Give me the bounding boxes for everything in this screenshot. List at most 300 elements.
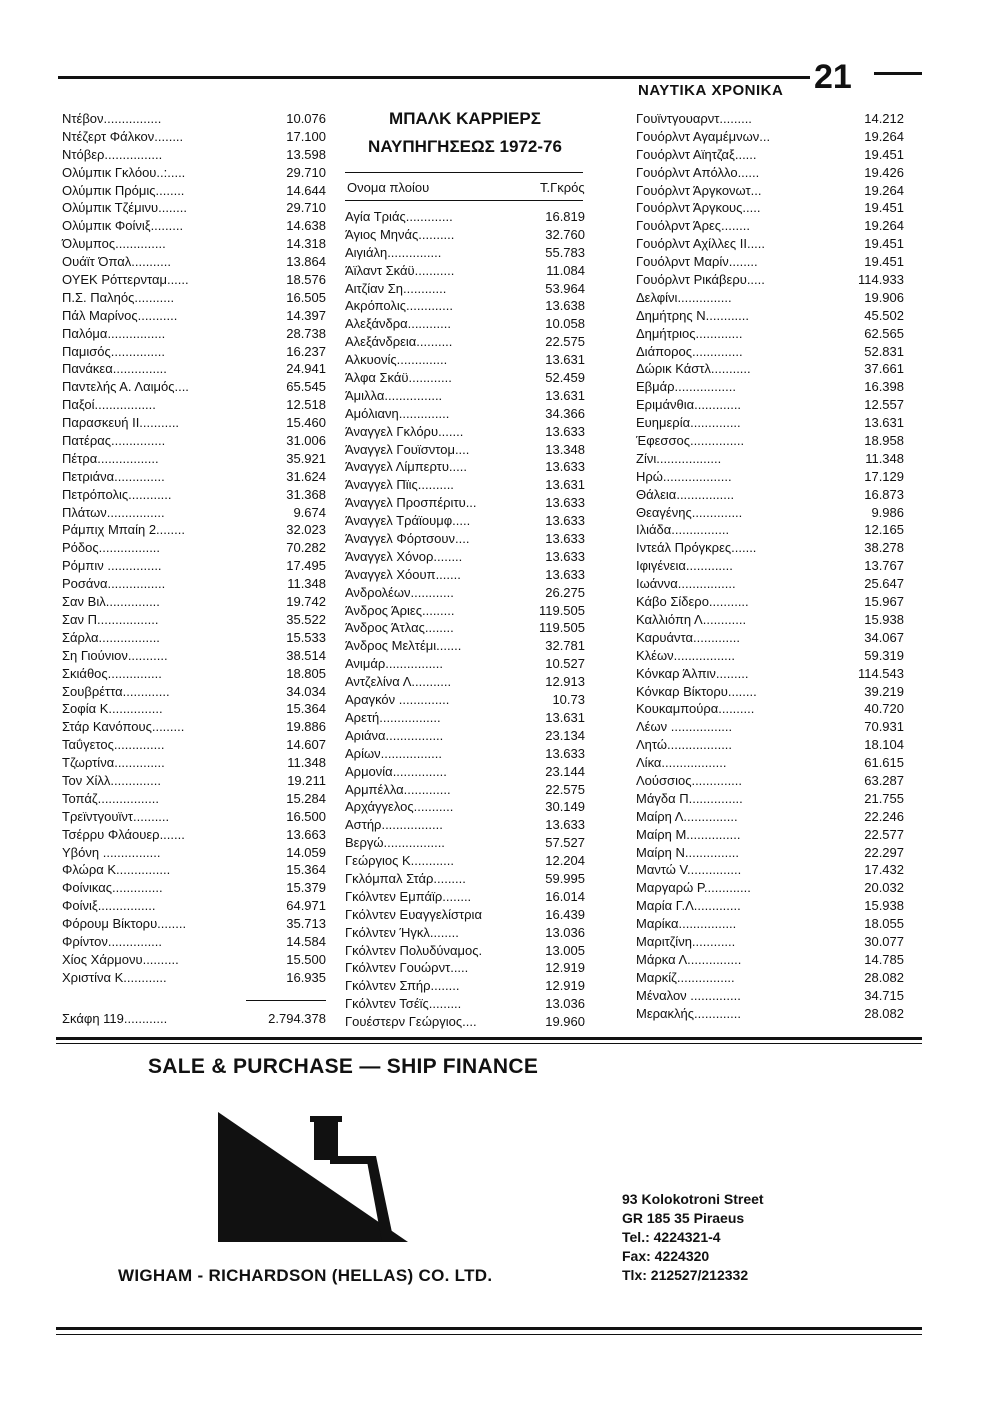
ship-name: Γουόρλντ Αγαμέμνων... bbox=[636, 128, 771, 144]
ship-name: Μαίρη Μ............... bbox=[636, 826, 741, 842]
address-line: 93 Kolokotroni Street bbox=[622, 1191, 764, 1207]
ship-name: Τρεϊντγουϊντ.......... bbox=[62, 808, 170, 824]
left-list-row bbox=[62, 557, 327, 575]
ship-name: Ουάϊτ Όπαλ........... bbox=[62, 254, 171, 270]
column-header-name: Ονομα πλοίου bbox=[347, 180, 430, 195]
ship-name: Πέτρα................. bbox=[62, 450, 159, 466]
gross-tonnage: 13.633 bbox=[545, 817, 585, 833]
ship-name: Σαν Π................. bbox=[62, 611, 159, 627]
gross-tonnage: 30.149 bbox=[545, 799, 585, 815]
ship-name: Ζίνι.................. bbox=[636, 450, 722, 466]
left-list-row bbox=[62, 271, 327, 289]
gross-tonnage: 61.615 bbox=[864, 755, 904, 771]
right-list-row bbox=[636, 146, 906, 164]
gross-tonnage: 119.505 bbox=[538, 602, 585, 618]
ship-name: Ντέζερτ Φάλκον........ bbox=[62, 128, 184, 144]
ship-name: Έφεσσος............... bbox=[636, 433, 745, 449]
right-list-row bbox=[636, 879, 906, 897]
gross-tonnage: 19.426 bbox=[864, 164, 904, 180]
left-list-row bbox=[62, 629, 327, 647]
ship-name: Αρμονία............... bbox=[345, 763, 447, 779]
gross-tonnage: 15.364 bbox=[286, 862, 326, 878]
ship-name: Δημήτριος............. bbox=[636, 325, 743, 341]
left-list-row bbox=[62, 468, 327, 486]
gross-tonnage: 9.674 bbox=[293, 504, 326, 520]
ship-name: Δημήτρης Ν............ bbox=[636, 307, 750, 323]
header-rule-right bbox=[874, 72, 922, 75]
ship-name: Πατέρας............... bbox=[62, 433, 166, 449]
ship-name: Μαίρη Ν............... bbox=[636, 844, 740, 860]
left-list-row bbox=[62, 128, 327, 146]
ship-name: Γουόρλντ Αχίλλες ΙΙ..... bbox=[636, 236, 766, 252]
gross-tonnage: 13.633 bbox=[545, 548, 585, 564]
right-list-row bbox=[636, 736, 906, 754]
gross-tonnage: 26.275 bbox=[545, 584, 585, 600]
ship-name: Ολύμπικ Πρόμις........ bbox=[62, 182, 185, 198]
ship-name: Ανδρολέων............ bbox=[345, 584, 454, 600]
ship-name: Γουόρλντ Άργκονωτ... bbox=[636, 182, 762, 198]
column-header-tonnage: Τ.Γκρός bbox=[540, 180, 585, 195]
left-list-row bbox=[62, 826, 327, 844]
right-list-row bbox=[636, 414, 906, 432]
ship-name: Βεργώ................. bbox=[345, 835, 445, 851]
right-list-row bbox=[636, 486, 906, 504]
left-list-row bbox=[62, 897, 327, 915]
left-list-row bbox=[62, 915, 327, 933]
ship-name: Ολύμπικ Τζέμινυ........ bbox=[62, 200, 187, 216]
left-list-row bbox=[62, 253, 327, 271]
ship-name: Ροσάνα................ bbox=[62, 576, 166, 592]
left-list-row bbox=[62, 844, 327, 862]
gross-tonnage: 13.631 bbox=[545, 477, 585, 493]
ship-name: Άμιλλα................ bbox=[345, 387, 443, 403]
logo-funnel bbox=[314, 1120, 338, 1160]
gross-tonnage: 14.584 bbox=[286, 933, 326, 949]
gross-tonnage: 52.831 bbox=[864, 343, 904, 359]
gross-tonnage: 10.058 bbox=[545, 316, 585, 332]
right-list-row bbox=[636, 217, 906, 235]
right-list-row bbox=[636, 396, 906, 414]
middle-list-row bbox=[345, 798, 587, 816]
ship-name: Μαρκίζ................ bbox=[636, 969, 735, 985]
middle-list-row bbox=[345, 906, 587, 924]
total-label: Σκάφη 119............ bbox=[62, 1011, 168, 1026]
right-list-row bbox=[636, 271, 906, 289]
ship-name: Μέναλον .............. bbox=[636, 987, 741, 1003]
middle-list-row bbox=[345, 226, 587, 244]
gross-tonnage: 16.935 bbox=[286, 969, 326, 985]
ship-name: Μαίρη Λ............... bbox=[636, 808, 738, 824]
middle-list-row bbox=[345, 995, 587, 1013]
ship-name: Παρασκευή ΙΙ........... bbox=[62, 415, 180, 431]
ship-name: Εριμάνθια............. bbox=[636, 397, 742, 413]
ship-name: Γουέστερν Γεώργιος.... bbox=[345, 1014, 477, 1030]
gross-tonnage: 19.451 bbox=[864, 146, 904, 162]
gross-tonnage: 32.023 bbox=[286, 522, 326, 538]
right-list-row bbox=[636, 772, 906, 790]
ship-name: Τον Χίλλ.............. bbox=[62, 772, 161, 788]
left-list-row bbox=[62, 146, 327, 164]
gross-tonnage: 70.931 bbox=[864, 719, 904, 735]
ship-name: Μαρίκα................ bbox=[636, 916, 737, 932]
ship-name: Ευημερία.............. bbox=[636, 415, 741, 431]
left-list-row bbox=[62, 772, 327, 790]
middle-list-row bbox=[345, 244, 587, 262]
middle-list-row bbox=[345, 834, 587, 852]
gross-tonnage: 22.577 bbox=[864, 826, 904, 842]
middle-list-row bbox=[345, 494, 587, 512]
gross-tonnage: 19.264 bbox=[864, 128, 904, 144]
gross-tonnage: 28.082 bbox=[864, 969, 904, 985]
gross-tonnage: 13.598 bbox=[286, 146, 326, 162]
left-list-row bbox=[62, 951, 327, 969]
gross-tonnage: 18.055 bbox=[864, 916, 904, 932]
advert-rule-top-thin bbox=[56, 1043, 922, 1044]
gross-tonnage: 38.514 bbox=[286, 647, 326, 663]
gross-tonnage: 10.076 bbox=[286, 111, 326, 126]
gross-tonnage: 14.638 bbox=[286, 218, 326, 234]
right-list-row bbox=[636, 504, 906, 522]
gross-tonnage: 12.919 bbox=[545, 960, 585, 976]
middle-list-row bbox=[345, 852, 587, 870]
right-list-row bbox=[636, 933, 906, 951]
mid-rule-top bbox=[345, 172, 583, 173]
ship-name: Αιγιάλη............... bbox=[345, 244, 442, 260]
gross-tonnage: 19.960 bbox=[545, 1014, 585, 1030]
middle-list-row bbox=[345, 709, 587, 727]
gross-tonnage: 13.864 bbox=[286, 254, 326, 270]
gross-tonnage: 10.527 bbox=[545, 656, 585, 672]
middle-list-row bbox=[345, 977, 587, 995]
gross-tonnage: 11.348 bbox=[865, 450, 904, 466]
right-list-row bbox=[636, 110, 906, 128]
gross-tonnage: 13.005 bbox=[545, 942, 585, 958]
left-list-row bbox=[62, 235, 327, 253]
left-list-row bbox=[62, 164, 327, 182]
ship-name: Άναγγελ Προσπέριτυ... bbox=[345, 495, 477, 511]
ship-name: Γκόλντεν Ευαγγελίστρια bbox=[345, 906, 482, 922]
ship-name: Τοπάζ................. bbox=[62, 790, 159, 806]
right-list-row bbox=[636, 575, 906, 593]
ship-name: Αμόλιανη.............. bbox=[345, 405, 450, 421]
ship-name: Φοίνικας.............. bbox=[62, 880, 163, 896]
mid-rule-bottom bbox=[345, 200, 583, 201]
gross-tonnage: 17.432 bbox=[864, 862, 904, 878]
gross-tonnage: 19.264 bbox=[864, 182, 904, 198]
ship-name: Αλεξάνδρεια.......... bbox=[345, 334, 453, 350]
ship-name: Ανιμάρ................ bbox=[345, 656, 444, 672]
right-list-row bbox=[636, 647, 906, 665]
gross-tonnage: 15.364 bbox=[286, 701, 326, 717]
gross-tonnage: 17.100 bbox=[286, 128, 326, 144]
ship-name: Άναγγελ Τράϊουμφ..... bbox=[345, 513, 471, 529]
ship-name: Πετριάνα.............. bbox=[62, 468, 165, 484]
gross-tonnage: 10.73 bbox=[552, 692, 585, 708]
gross-tonnage: 22.575 bbox=[545, 334, 585, 350]
gross-tonnage: 65.545 bbox=[286, 379, 326, 395]
ship-name: Άλφα Σκάϋ............ bbox=[345, 370, 452, 386]
right-list-row bbox=[636, 235, 906, 253]
gross-tonnage: 53.964 bbox=[545, 280, 585, 296]
gross-tonnage: 114.933 bbox=[857, 272, 904, 288]
ship-name: Φλώρα Κ............... bbox=[62, 862, 171, 878]
middle-list-row bbox=[345, 763, 587, 781]
section-title-line1: ΜΠΑΛΚ ΚΑΡΡΙΕΡΣ bbox=[389, 109, 541, 128]
middle-list-row bbox=[345, 924, 587, 942]
ship-name: Γκόλντεν Τσέϊς......... bbox=[345, 996, 462, 1012]
left-list-row bbox=[62, 718, 327, 736]
gross-tonnage: 35.522 bbox=[286, 611, 326, 627]
ship-name: Σοφία Κ............... bbox=[62, 701, 163, 717]
gross-tonnage: 13.036 bbox=[545, 996, 585, 1012]
ship-name: Φοίνιξ................ bbox=[62, 898, 156, 914]
ship-name: Φόρουμ Βίκτορυ........ bbox=[62, 916, 187, 932]
gross-tonnage: 16.439 bbox=[545, 906, 585, 922]
ship-name: Αστήρ................. bbox=[345, 817, 443, 833]
left-list-row bbox=[62, 504, 327, 522]
gross-tonnage: 59.319 bbox=[864, 647, 904, 663]
gross-tonnage: 15.533 bbox=[286, 629, 326, 645]
ship-name: Μαριτζίνη............ bbox=[636, 933, 736, 949]
advert-heading: SALE & PURCHASE — SHIP FINANCE bbox=[148, 1055, 539, 1078]
ship-name: Κόνκαρ Βίκτορυ........ bbox=[636, 683, 757, 699]
right-list-row bbox=[636, 307, 906, 325]
gross-tonnage: 29.710 bbox=[286, 164, 326, 180]
gross-tonnage: 32.760 bbox=[545, 226, 585, 242]
gross-tonnage: 21.755 bbox=[864, 790, 904, 806]
right-list-row bbox=[636, 289, 906, 307]
right-list-row bbox=[636, 182, 906, 200]
gross-tonnage: 15.967 bbox=[864, 594, 904, 610]
gross-tonnage: 15.500 bbox=[286, 951, 326, 967]
ship-name: Αρίων................. bbox=[345, 745, 443, 761]
ship-name: Παξοί................. bbox=[62, 397, 156, 413]
right-list-row bbox=[636, 700, 906, 718]
gross-tonnage: 22.246 bbox=[864, 808, 904, 824]
ship-name: Σαν Βιλ............... bbox=[62, 594, 160, 610]
ship-name: Μαργαρώ Ρ............. bbox=[636, 880, 751, 896]
gross-tonnage: 30.077 bbox=[864, 933, 904, 949]
left-list-row bbox=[62, 486, 327, 504]
ship-name: Μερακλής............. bbox=[636, 1005, 741, 1021]
right-list-row bbox=[636, 521, 906, 539]
gross-tonnage: 35.713 bbox=[286, 916, 326, 932]
left-list-row bbox=[62, 754, 327, 772]
middle-list-row bbox=[345, 476, 587, 494]
middle-list-row bbox=[345, 548, 587, 566]
left-list-row bbox=[62, 611, 327, 629]
right-list-row bbox=[636, 128, 906, 146]
ship-name: Ρόδος................. bbox=[62, 540, 161, 556]
right-list-row bbox=[636, 1005, 906, 1023]
middle-list-row bbox=[345, 673, 587, 691]
middle-list-row bbox=[345, 297, 587, 315]
middle-list-row bbox=[345, 691, 587, 709]
middle-list-row bbox=[345, 315, 587, 333]
right-list-row bbox=[636, 253, 906, 271]
ship-name: Καλλιόπη Λ............ bbox=[636, 611, 747, 627]
left-list-row bbox=[62, 736, 327, 754]
gross-tonnage: 12.518 bbox=[286, 397, 326, 413]
ship-name: Καρυάντα............. bbox=[636, 629, 740, 645]
middle-list-row bbox=[345, 262, 587, 280]
right-list-row bbox=[636, 790, 906, 808]
ship-name: Μαντώ V............... bbox=[636, 862, 742, 878]
gross-tonnage: 16.505 bbox=[286, 289, 326, 305]
left-list-row bbox=[62, 808, 327, 826]
ship-name: Υβόνη ................ bbox=[62, 844, 161, 860]
middle-list-row bbox=[345, 727, 587, 745]
gross-tonnage: 13.767 bbox=[864, 558, 904, 574]
ship-name: Τζωρτίνα.............. bbox=[62, 755, 165, 771]
gross-tonnage: 22.297 bbox=[864, 844, 904, 860]
middle-list-row bbox=[345, 942, 587, 960]
ship-name: Πλάτων................ bbox=[62, 504, 165, 520]
ship-name: Ση Γιούνιον........... bbox=[62, 647, 168, 663]
middle-list-row bbox=[345, 280, 587, 298]
ship-name: Ιντεάλ Πρόγκρες....... bbox=[636, 540, 757, 556]
gross-tonnage: 31.624 bbox=[286, 468, 326, 484]
ship-name: Σκιάθος............... bbox=[62, 665, 162, 681]
gross-tonnage: 31.368 bbox=[286, 486, 326, 502]
gross-tonnage: 19.886 bbox=[286, 719, 326, 735]
middle-list-row bbox=[345, 619, 587, 637]
ship-name: Κουκαμπούρα.......... bbox=[636, 701, 755, 717]
gross-tonnage: 13.638 bbox=[545, 298, 585, 314]
ship-name: Ρόμπιν ............... bbox=[62, 558, 162, 574]
middle-list-row bbox=[345, 369, 587, 387]
gross-tonnage: 57.527 bbox=[545, 835, 585, 851]
gross-tonnage: 14.607 bbox=[286, 737, 326, 753]
ship-name: Άνδρος Άτλας........ bbox=[345, 620, 454, 636]
left-list-row bbox=[62, 969, 327, 987]
right-list-row bbox=[636, 897, 906, 915]
gross-tonnage: 13.633 bbox=[545, 745, 585, 761]
gross-tonnage: 19.906 bbox=[864, 289, 904, 305]
middle-list-row bbox=[345, 637, 587, 655]
gross-tonnage: 14.785 bbox=[864, 951, 904, 967]
gross-tonnage: 14.212 bbox=[864, 111, 904, 126]
gross-tonnage: 22.575 bbox=[545, 781, 585, 797]
gross-tonnage: 34.715 bbox=[864, 987, 904, 1003]
right-list-row bbox=[636, 826, 906, 844]
right-list-row bbox=[636, 718, 906, 736]
gross-tonnage: 19.451 bbox=[864, 236, 904, 252]
gross-tonnage: 28.738 bbox=[286, 325, 326, 341]
middle-list-row bbox=[345, 745, 587, 763]
ship-name: Στάρ Κανόπους......... bbox=[62, 719, 185, 735]
gross-tonnage: 34.366 bbox=[545, 405, 585, 421]
ship-name: Διάπορος.............. bbox=[636, 343, 743, 359]
middle-list-row bbox=[345, 405, 587, 423]
gross-tonnage: 52.459 bbox=[545, 370, 585, 386]
right-list-row bbox=[636, 951, 906, 969]
ship-name: ΟΥΕΚ Ρόττερνταμ...... bbox=[62, 272, 189, 288]
left-list-row bbox=[62, 647, 327, 665]
gross-tonnage: 16.398 bbox=[864, 379, 904, 395]
ship-name: Θεαγένης.............. bbox=[636, 504, 743, 520]
middle-list-row bbox=[345, 458, 587, 476]
ship-name: Αρετή................. bbox=[345, 709, 441, 725]
left-list-row bbox=[62, 432, 327, 450]
gross-tonnage: 39.219 bbox=[864, 683, 904, 699]
gross-tonnage: 12.919 bbox=[545, 978, 585, 994]
left-list-row bbox=[62, 575, 327, 593]
ship-name: Εβμάρ................. bbox=[636, 379, 736, 395]
right-list-row bbox=[636, 557, 906, 575]
ship-name: Γκόλντεν Γουώρντ..... bbox=[345, 960, 469, 976]
ship-name: Παντελής Α. Λαιμός.... bbox=[62, 379, 189, 395]
ship-name: Άγιος Μηνάς.......... bbox=[345, 226, 455, 242]
company-logo bbox=[218, 1112, 418, 1242]
ship-name: Τσέρρυ Φλάουερ....... bbox=[62, 826, 185, 842]
middle-list-row bbox=[345, 888, 587, 906]
ship-name: Άϊλαντ Σκάϋ........... bbox=[345, 262, 455, 278]
ship-name: Λητώ.................. bbox=[636, 737, 733, 753]
gross-tonnage: 29.710 bbox=[286, 200, 326, 216]
middle-list-row bbox=[345, 655, 587, 673]
gross-tonnage: 59.995 bbox=[545, 870, 585, 886]
gross-tonnage: 18.805 bbox=[286, 665, 326, 681]
left-list-row bbox=[62, 414, 327, 432]
address-block bbox=[622, 1190, 764, 1285]
gross-tonnage: 23.134 bbox=[545, 727, 585, 743]
gross-tonnage: 24.941 bbox=[286, 361, 326, 377]
ship-name: Ιφιγένεια............. bbox=[636, 558, 733, 574]
right-list-row bbox=[636, 468, 906, 486]
gross-tonnage: 40.720 bbox=[864, 701, 904, 717]
ship-name: Μάγδα Π............... bbox=[636, 790, 743, 806]
ship-name: Αρμπέλλα............. bbox=[345, 781, 451, 797]
ship-name: Μάρκα Λ............... bbox=[636, 951, 742, 967]
ship-name: Χριστίνα Κ............ bbox=[62, 969, 167, 985]
gross-tonnage: 13.631 bbox=[545, 387, 585, 403]
gross-tonnage: 13.633 bbox=[545, 531, 585, 547]
left-list-row bbox=[62, 182, 327, 200]
left-list-row bbox=[62, 593, 327, 611]
ship-name: Παλόμα................ bbox=[62, 325, 166, 341]
gross-tonnage: 17.495 bbox=[286, 558, 326, 574]
right-list-row bbox=[636, 629, 906, 647]
left-list-row bbox=[62, 307, 327, 325]
gross-tonnage: 35.921 bbox=[286, 450, 326, 466]
ship-name: Αλεξάνδρα............ bbox=[345, 316, 451, 332]
total-rule bbox=[246, 1000, 326, 1001]
gross-tonnage: 16.819 bbox=[545, 209, 585, 224]
ship-name: Μαρία Γ.Λ............. bbox=[636, 898, 741, 914]
gross-tonnage: 11.348 bbox=[287, 576, 326, 592]
left-list-row bbox=[62, 683, 327, 701]
gross-tonnage: 16.014 bbox=[545, 888, 585, 904]
ship-name: Γουόλρντ Άρες........ bbox=[636, 218, 750, 234]
ship-name: Άναγγελ Φόρτσουν.... bbox=[345, 531, 470, 547]
left-list-row bbox=[62, 217, 327, 235]
gross-tonnage: 62.565 bbox=[864, 325, 904, 341]
ship-name: Ράμπιχ Μπαίη 2........ bbox=[62, 522, 185, 538]
gross-tonnage: 19.264 bbox=[864, 218, 904, 234]
ship-name: Γκόλντεν Ήγκλ........ bbox=[345, 924, 459, 940]
company-name: WIGHAM - RICHARDSON (HELLAS) CO. LTD. bbox=[118, 1266, 493, 1285]
ship-name: Άναγγελ Γουϊσντομ.... bbox=[345, 441, 470, 457]
gross-tonnage: 13.631 bbox=[545, 709, 585, 725]
gross-tonnage: 13.631 bbox=[545, 352, 585, 368]
left-list-row bbox=[62, 110, 327, 128]
middle-list-row bbox=[345, 530, 587, 548]
gross-tonnage: 12.557 bbox=[864, 397, 904, 413]
ship-name: Γουόρλντ Απόλλο...... bbox=[636, 164, 760, 180]
left-list-row bbox=[62, 879, 327, 897]
ship-name: Ιλιάδα................ bbox=[636, 522, 730, 538]
